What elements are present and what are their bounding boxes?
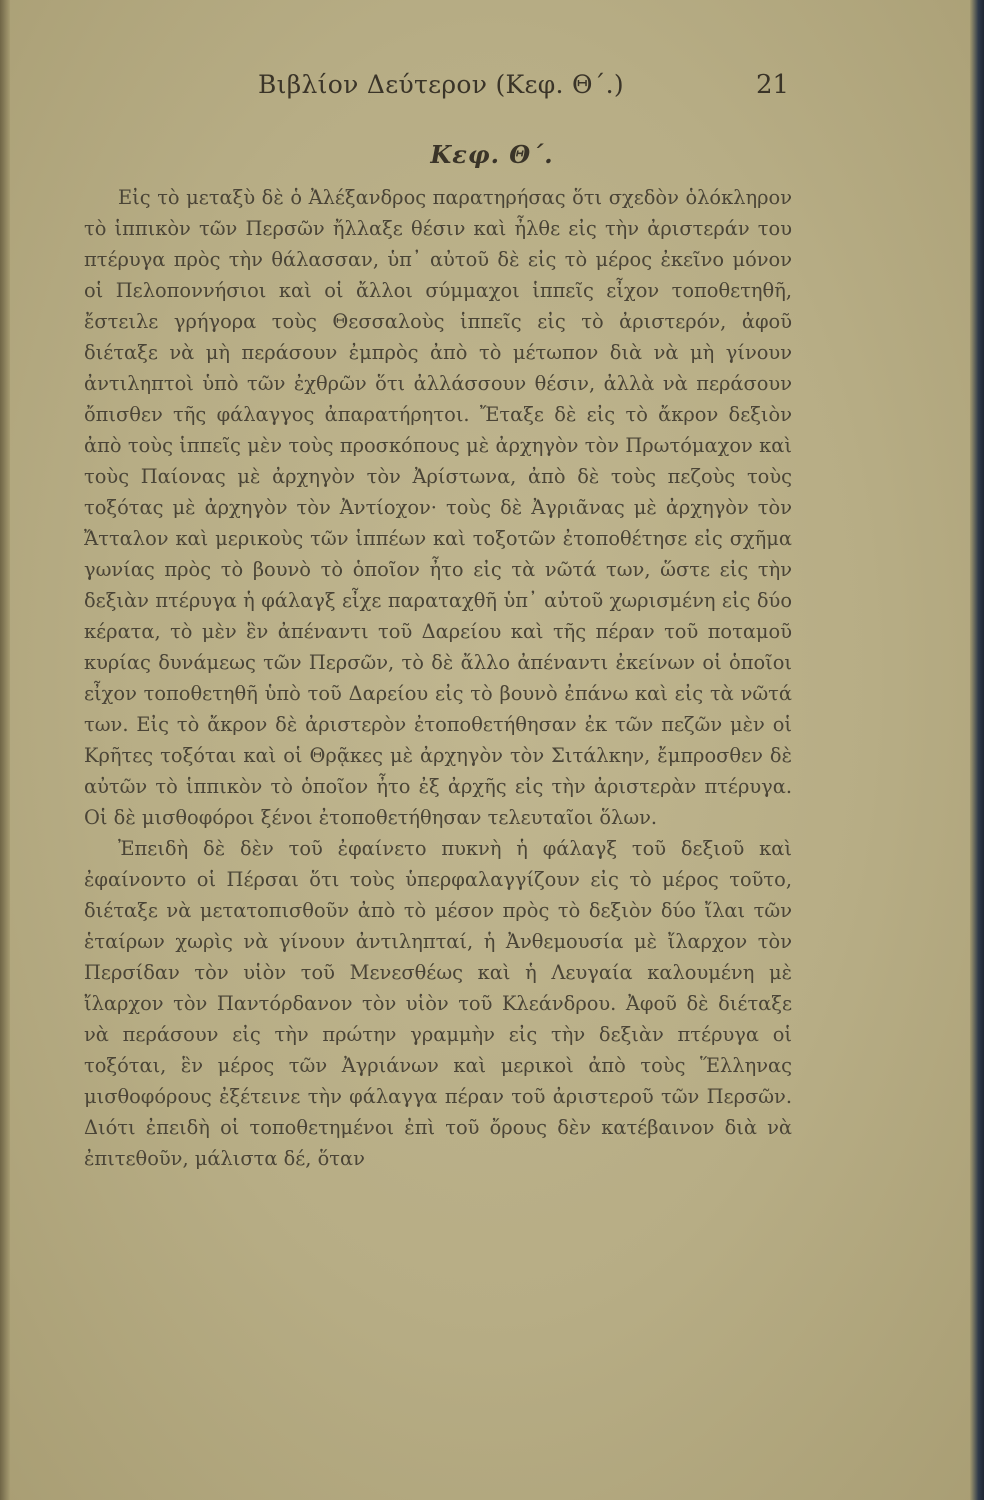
page-number: 21 (756, 70, 790, 100)
paragraph: Ἐπειδὴ δὲ δὲν τοῦ ἐφαίνετο πυκνὴ ἡ φάλαγξ τοῦ δεξιοῦ καὶ ἐφαίνοντο οἱ Πέρσαι ὅτι τοὺς ὑπερφαλαγγίζουν εἰς τὸ μέρος τοῦτο, διέταξε νὰ μετατοπισθοῦν ἀπὸ τὸ μέσον πρὸς τὸ δεξιὸν δύο ἴλαι τῶν ἑταίρων χωρὶς νὰ γίνουν ἀντιληπταί, ἡ Ἀνθεμουσία μὲ ἴλαρχον τὸν Περσίδαν τὸν υἱὸν τοῦ Μενεσθέως καὶ ἡ Λευγαία καλουμένη μὲ ἴλαρχον τὸν Παντόρδανον τὸν υἱὸν τοῦ Κλεάνδρου. Ἀφοῦ δὲ διέταξε νὰ περάσουν εἰς τὴν πρώτην γραμμὴν εἰς τὴν δεξιὰν πτέρυγα οἱ τοξόται, ἓν μέρος τῶν Ἀγριάνων καὶ μερικοὶ ἀπὸ τοὺς Ἕλληνας μισθοφόρους ἐξέτεινε τὴν φάλαγγα πέραν τοῦ ἀριστεροῦ τῶν Περσῶν. Διότι ἐπειδὴ οἱ τοποθετημένοι ἐπὶ τοῦ ὄρους δὲν κατέβαινον διὰ νὰ ἐπιτεθοῦν, μάλιστα δέ, ὅταν (84, 837, 792, 1170)
body-text (84, 182, 792, 1174)
running-title: Βιβλίον Δεύτερον (Κεφ. Θ΄.) (258, 70, 624, 99)
chapter-heading: Κεφ. Θ΄. (430, 140, 554, 169)
running-header (0, 70, 984, 110)
paragraph: Εἰς τὸ μεταξὺ δὲ ὁ Ἀλέξανδρος παρατηρήσας ὅτι σχεδὸν ὁλόκληρον τὸ ἱππικὸν τῶν Περσῶν ἤλλαξε θέσιν καὶ ἦλθε εἰς τὴν ἀριστεράν του πτέρυγα πρὸς τὴν θάλασσαν, ὑπ᾽ αὐτοῦ δὲ εἰς τὸ μέρος ἐκεῖνο μόνον οἱ Πελοποννήσιοι καὶ οἱ ἄλλοι σύμμαχοι ἱππεῖς εἶχον τοποθετηθῆ, ἔστειλε γρήγορα τοὺς Θεσσαλοὺς ἱππεῖς εἰς τὸ ἀριστερόν, ἀφοῦ διέταξε νὰ μὴ περάσουν ἐμπρὸς ἀπὸ τὸ μέτωπον διὰ νὰ μὴ γίνουν ἀντιληπτοὶ ὑπὸ τῶν ἐχθρῶν ὅτι ἀλλάσσουν θέσιν, ἀλλὰ νὰ περάσουν ὄπισθεν τῆς φάλαγγος ἀπαρατήρητοι. Ἔταξε δὲ εἰς τὸ ἄκρον δεξιὸν ἀπὸ τοὺς ἱππεῖς μὲν τοὺς προσκόπους μὲ ἀρχηγὸν τὸν Πρωτόμαχον καὶ τοὺς Παίονας μὲ ἀρχηγὸν τὸν Ἀρίστωνα, ἀπὸ δὲ τοὺς πεζοὺς τοὺς τοξότας μὲ ἀρχηγὸν τὸν Ἀντίοχον· τοὺς δὲ Ἀγριᾶνας μὲ ἀρχηγὸν τὸν Ἄτταλον καὶ μερικοὺς τῶν ἱππέων καὶ τοξοτῶν ἐτοποθέτησε εἰς σχῆμα γωνίας πρὸς τὸ βουνὸ τὸ ὁποῖον ἦτο εἰς τὰ νῶτά των, ὥστε εἰς τὴν δεξιὰν πτέρυγα ἡ φάλαγξ εἶχε παραταχθῆ ὑπ᾽ αὐτοῦ χωρισμένη εἰς δύο κέρατα, τὸ μὲν ἓν ἀπέναντι τοῦ Δαρείου καὶ τῆς πέραν τοῦ ποταμοῦ κυρίας δυνάμεως τῶν Περσῶν, τὸ δὲ ἄλλο ἀπέναντι ἐκείνων οἱ ὁποῖοι εἶχον τοποθετηθῆ ὑπὸ τοῦ Δαρείου εἰς τὸ βουνὸ ἐπάνω καὶ εἰς τὰ νῶτά των. Εἰς τὸ ἄκρον δὲ ἀριστερὸν ἐτοποθετήθησαν ἐκ τῶν πεζῶν μὲν οἱ Κρῆτες τοξόται καὶ οἱ Θρᾷκες μὲ ἀρχηγὸν τὸν Σιτάλκην, ἔμπροσθεν δὲ αὐτῶν τὸ ἱππικὸν τὸ ὁποῖον ἦτο ἐξ ἀρχῆς εἰς τὴν ἀριστερὰν πτέρυγα. Οἱ δὲ μισθοφόροι ξένοι ἐτοποθετήθησαν τελευταῖοι ὅλων. (84, 186, 792, 829)
page-spine-shadow (0, 0, 10, 1500)
page-right-edge (970, 0, 984, 1500)
